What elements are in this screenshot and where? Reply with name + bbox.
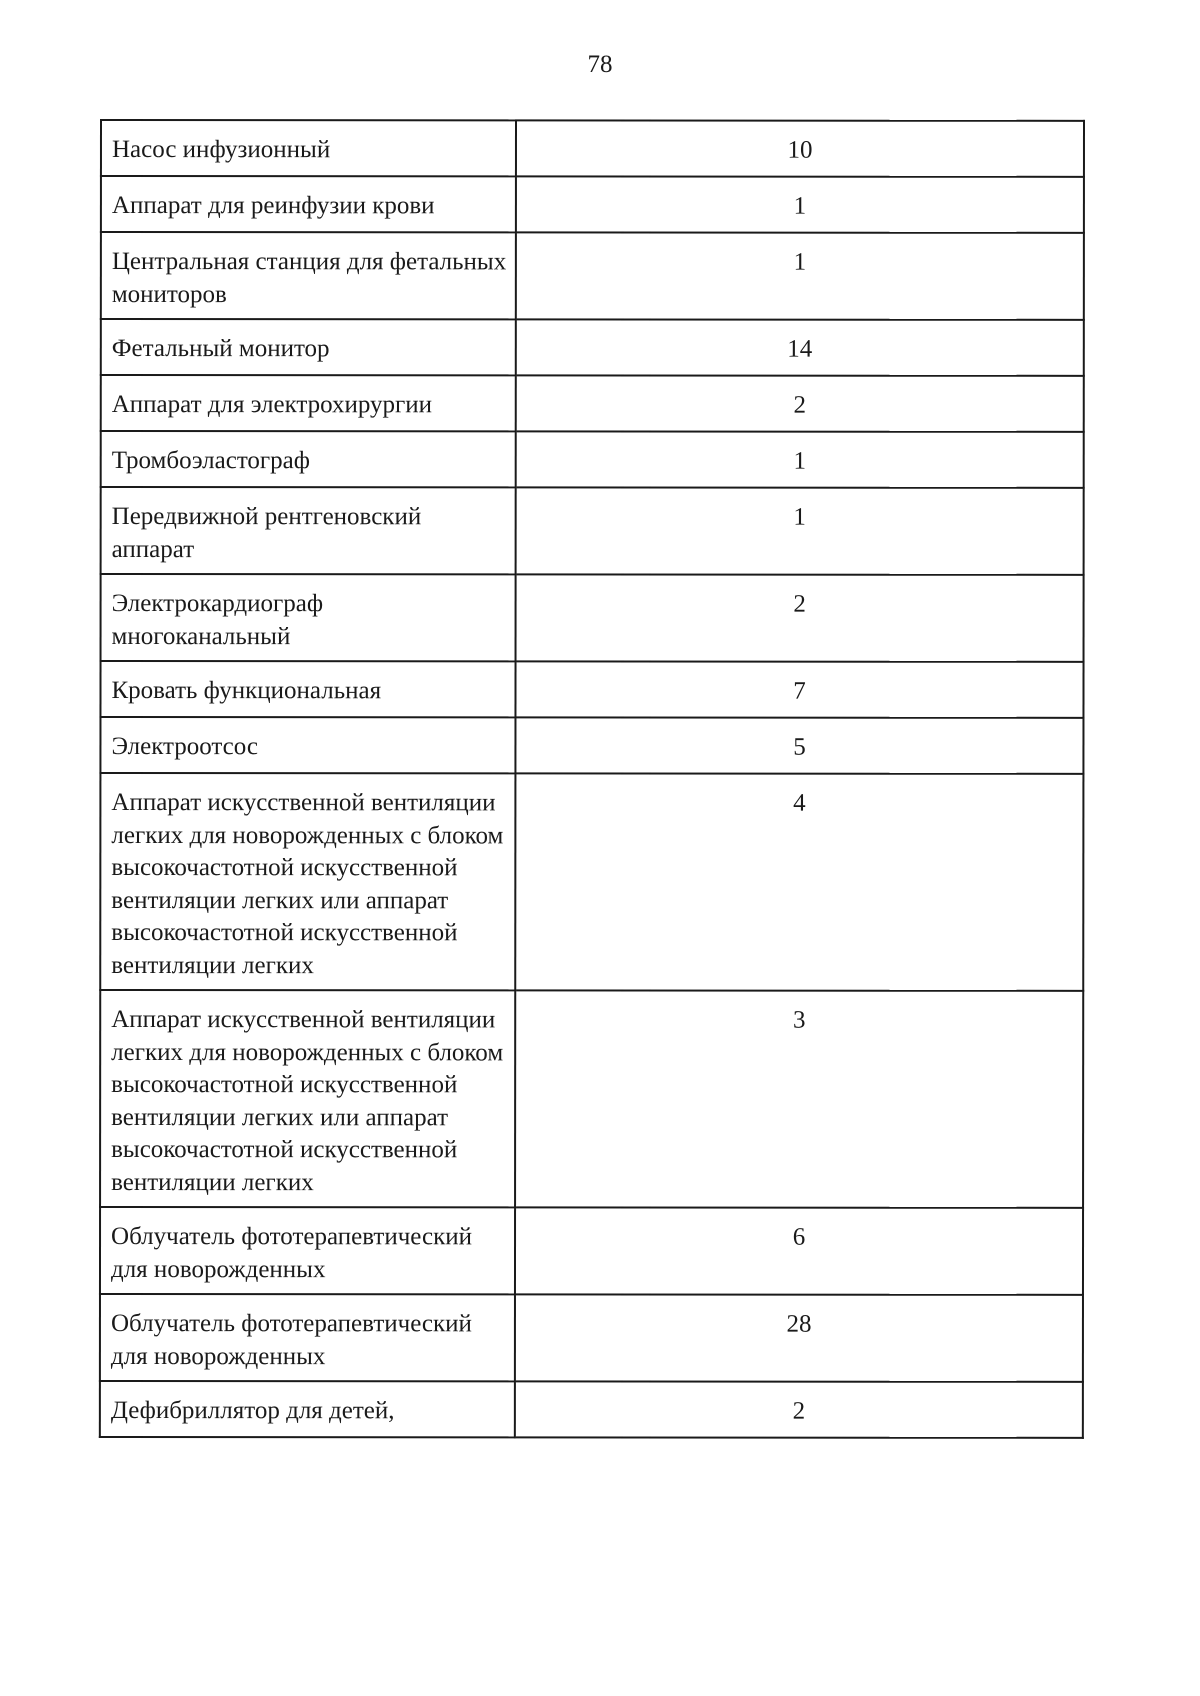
equipment-name-cell: Дефибриллятор для детей, [100, 1381, 515, 1437]
table-row [101, 487, 1084, 575]
table-row [100, 1207, 1083, 1295]
equipment-quantity-cell: 2 [516, 574, 1084, 661]
table-row [100, 990, 1083, 1208]
equipment-name-cell: Фетальный монитор [101, 319, 516, 375]
equipment-name-cell: Кровать функциональная [100, 661, 515, 717]
table-row [100, 773, 1083, 991]
table-row [101, 431, 1084, 488]
equipment-quantity-cell: 1 [516, 176, 1084, 232]
equipment-quantity-cell: 1 [516, 487, 1084, 574]
equipment-name-cell: Электроотсос [100, 717, 515, 773]
equipment-name-cell: Тромбоэластограф [101, 431, 516, 487]
equipment-quantity-cell: 5 [515, 717, 1083, 773]
equipment-name-cell: Аппарат для электрохирургии [101, 375, 516, 431]
table-row [100, 661, 1083, 718]
equipment-quantity-cell: 7 [515, 661, 1083, 717]
equipment-quantity-cell: 2 [516, 375, 1084, 431]
table-row [100, 1294, 1083, 1382]
table-row [101, 120, 1084, 177]
table-row [101, 574, 1084, 662]
equipment-quantity-cell: 4 [515, 773, 1083, 990]
equipment-name-cell: Центральная станция для фетальных мониторов [101, 232, 516, 319]
equipment-quantity-cell: 10 [516, 120, 1084, 176]
equipment-quantity-cell: 1 [516, 232, 1084, 319]
table-row [101, 232, 1084, 320]
equipment-name-cell: Передвижной рентгеновский аппарат [101, 487, 516, 574]
table-row [100, 1381, 1083, 1438]
equipment-quantity-cell: 14 [516, 319, 1084, 375]
equipment-quantity-cell: 1 [516, 431, 1084, 487]
equipment-name-cell: Аппарат для реинфузии крови [101, 176, 516, 232]
equipment-quantity-cell: 2 [515, 1381, 1083, 1437]
table-row [100, 717, 1083, 774]
equipment-name-cell: Аппарат искусственной вентиляции легких для новорожденных с блоком высокочастотной искусственной вентиляции легких или аппарат высокочастотной искусственной вентиляции легких [100, 990, 515, 1207]
equipment-name-cell: Аппарат искусственной вентиляции легких для новорожденных с блоком высокочастотной искусственной вентиляции легких или аппарат высокочастотной искусственной вентиляции легких [100, 773, 515, 990]
equipment-table [99, 119, 1085, 1439]
page-number: 78 [587, 51, 613, 78]
equipment-quantity-cell: 3 [515, 990, 1083, 1207]
equipment-name-cell: Облучатель фототерапевтический для новорожденных [100, 1294, 515, 1381]
equipment-name-cell: Электрокардиограф многоканальный [101, 574, 516, 661]
table-row [101, 375, 1084, 432]
equipment-name-cell: Насос инфузионный [101, 120, 516, 176]
table-row [101, 319, 1084, 376]
equipment-quantity-cell: 28 [515, 1294, 1083, 1381]
table-row [101, 176, 1084, 233]
equipment-name-cell: Облучатель фототерапевтический для новорожденных [100, 1207, 515, 1294]
equipment-quantity-cell: 6 [515, 1207, 1083, 1294]
